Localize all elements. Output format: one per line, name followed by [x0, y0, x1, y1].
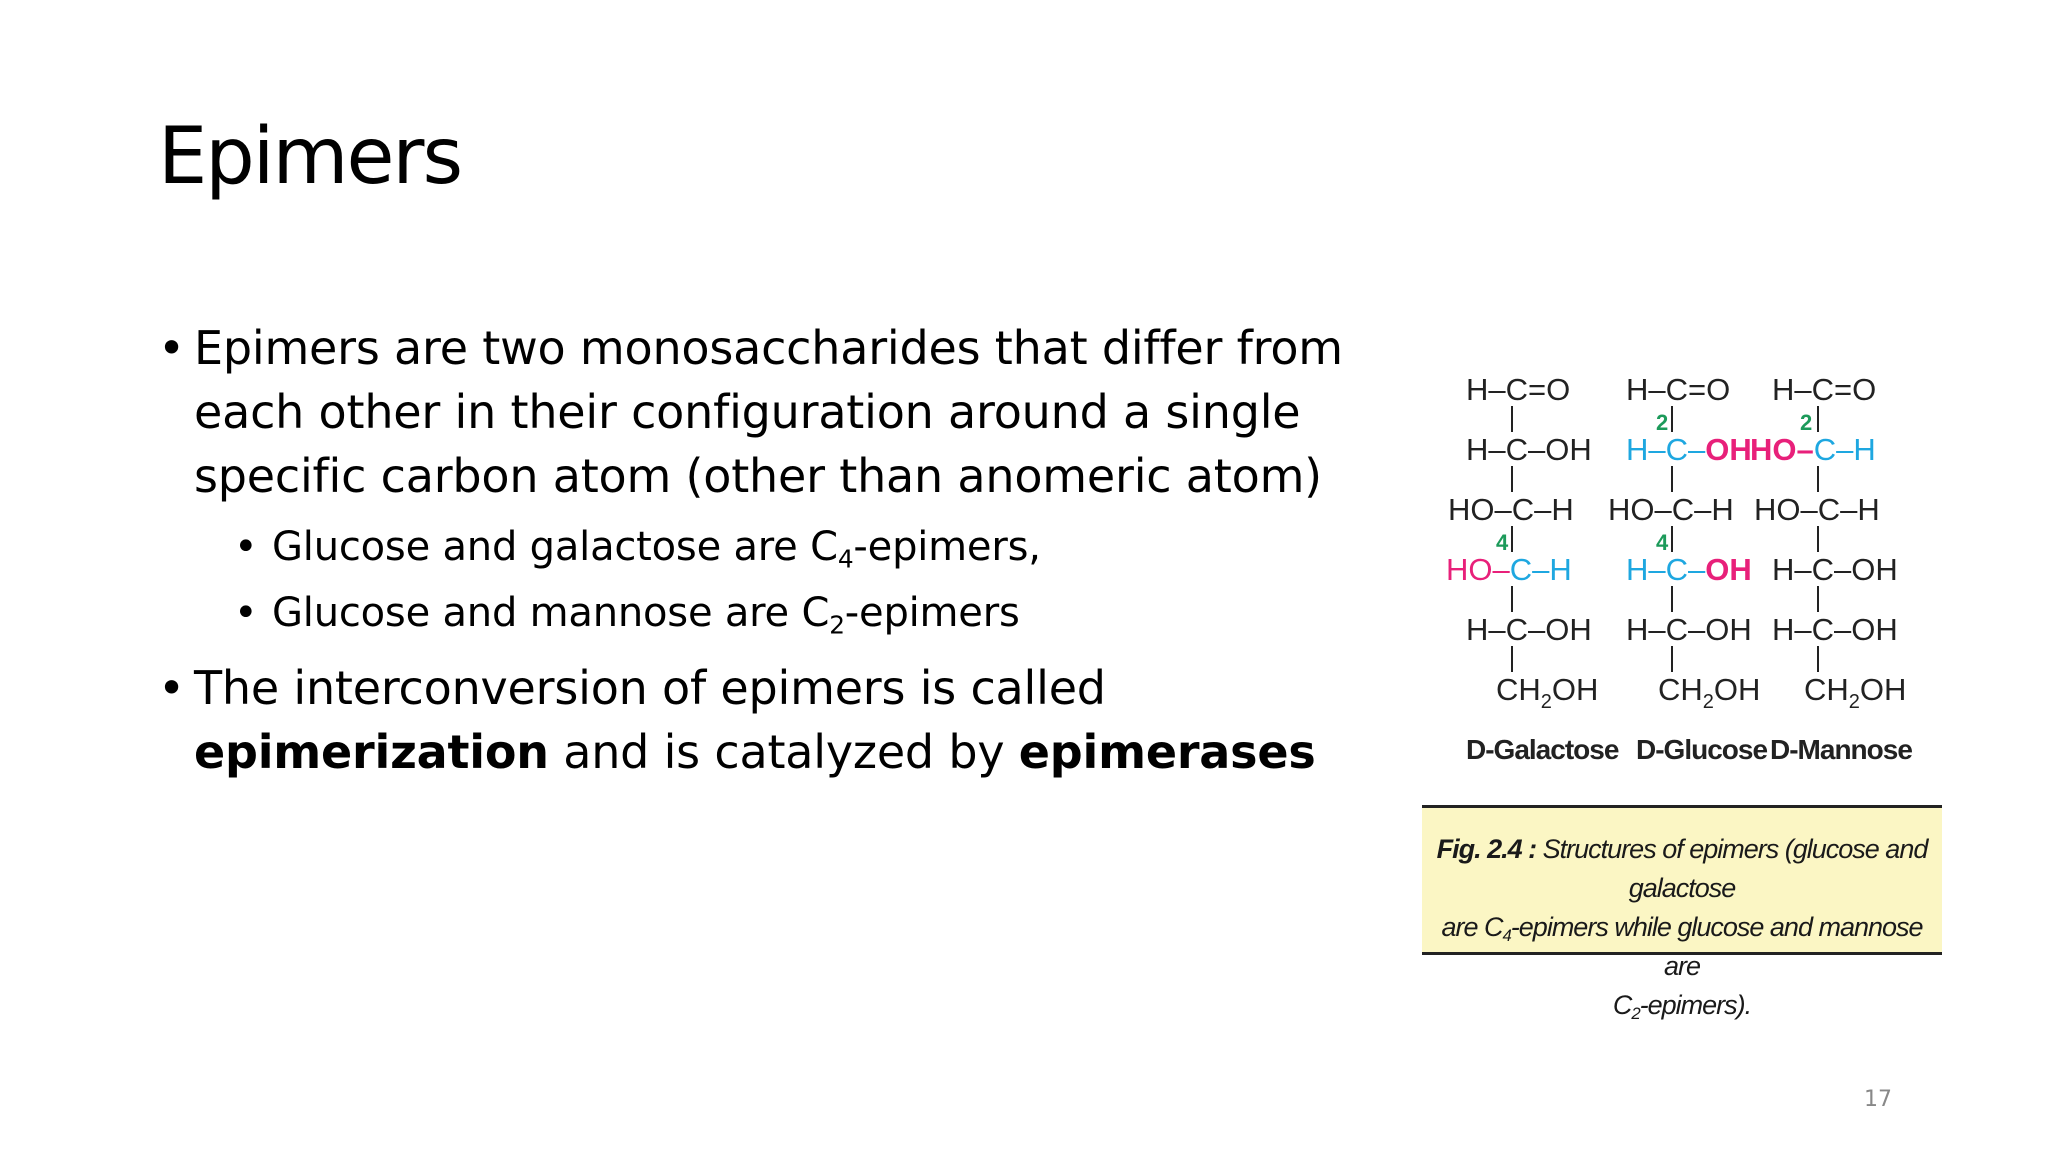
sub-bullet-c2-pre: Glucose and mannose are C [272, 590, 830, 636]
caption-line-3-post: -epimers). [1639, 990, 1752, 1020]
d-galactose-structure [1446, 372, 1598, 713]
svg-text:CH2OH: $CH_2OH$ [1496, 672, 1599, 713]
svg-text:CH2OH: $CH_2OH$ [1804, 672, 1907, 713]
svg-text:H–C–OH: H–C–OH [1626, 432, 1752, 467]
svg-text:H–C–OH: H–C–OH [1772, 552, 1898, 587]
svg-text:H–C–OH: H–C–OH [1466, 612, 1592, 647]
d-glucose-structure [1608, 372, 1760, 713]
caption-line-1-text: Structures of epimers (glucose and galactose [1536, 834, 1928, 903]
svg-text:H–C–OH: H–C–OH [1466, 432, 1592, 467]
caption-line-3-pre: C [1612, 990, 1632, 1020]
label-d-glucose: D-Glucose [1636, 734, 1768, 765]
bullet-interconversion-mid: and is catalyzed by [548, 725, 1019, 779]
sub-bullet-c2-subscript: 2 [829, 610, 845, 640]
svg-text:HO–C–H: HO–C–H [1448, 492, 1574, 527]
svg-text:H–C=O: H–C=O [1626, 372, 1731, 407]
bullet-interconversion-pre: The interconversion of epimers is called [194, 661, 1106, 715]
svg-text:HO–C–H: HO–C–H [1608, 492, 1734, 527]
svg-text:H–C–OH: H–C–OH [1626, 612, 1752, 647]
caption-line-2-sub: 4 [1502, 926, 1511, 946]
sub-bullet-c4-subscript: 4 [837, 544, 854, 574]
term-epimerases: epimerases [1018, 725, 1316, 779]
sub-bullet-c4 [158, 514, 1388, 580]
svg-text:H–C–OH: H–C–OH [1626, 552, 1752, 587]
slide-title: Epimers [158, 112, 462, 202]
fischer-projections [1420, 354, 1940, 814]
sub-bullet-c2-post: -epimers [844, 590, 1020, 636]
bullet-interconversion [158, 656, 1388, 784]
figure-caption [1422, 805, 1942, 1024]
label-d-galactose: D-Galactose [1466, 734, 1619, 765]
caption-line-2-pre: are C [1441, 912, 1503, 942]
slide-body [158, 316, 1388, 784]
caption-line-3-sub: 2 [1631, 1004, 1640, 1024]
caption-line-2 [1426, 908, 1938, 986]
svg-text:4: 4 [1496, 530, 1509, 555]
sub-bullet-c2 [158, 580, 1388, 646]
sub-bullet-c4-post: -epimers, [853, 524, 1041, 570]
svg-text:CH2OH: $CH_2OH$ [1658, 672, 1761, 713]
svg-text:4: 4 [1656, 530, 1669, 555]
svg-text:H–C=O: H–C=O [1772, 372, 1877, 407]
term-epimerization: epimerization [194, 725, 549, 779]
caption-line-1 [1426, 830, 1938, 908]
caption-label: Fig. 2.4 : [1436, 834, 1537, 864]
sub-bullet-list [158, 514, 1388, 646]
sub-bullet-c4-pre: Glucose and galactose are C [272, 524, 838, 570]
svg-text:HO–C–H: HO–C–H [1446, 552, 1572, 587]
d-mannose-structure [1750, 372, 1906, 713]
caption-line-3 [1426, 986, 1938, 1025]
label-d-mannose: D-Mannose [1770, 734, 1912, 765]
svg-text:H–C–OH: H–C–OH [1772, 612, 1898, 647]
svg-text:HO–C–H: HO–C–H [1754, 492, 1880, 527]
caption-line-2-post: -epimers while glucose and mannose are [1510, 912, 1923, 981]
bullet-definition [158, 316, 1388, 508]
page-number: 17 [1864, 1087, 1892, 1112]
bullet-definition-text: Epimers are two monosaccharides that differ from each other in their configuration around a single specific carbon atom (other than anomeric atom) [194, 321, 1343, 503]
svg-text:2: 2 [1800, 410, 1813, 435]
svg-text:HO–C–H: HO–C–H [1750, 432, 1876, 467]
svg-text:H–C=O: H–C=O [1466, 372, 1571, 407]
svg-text:2: 2 [1656, 410, 1669, 435]
